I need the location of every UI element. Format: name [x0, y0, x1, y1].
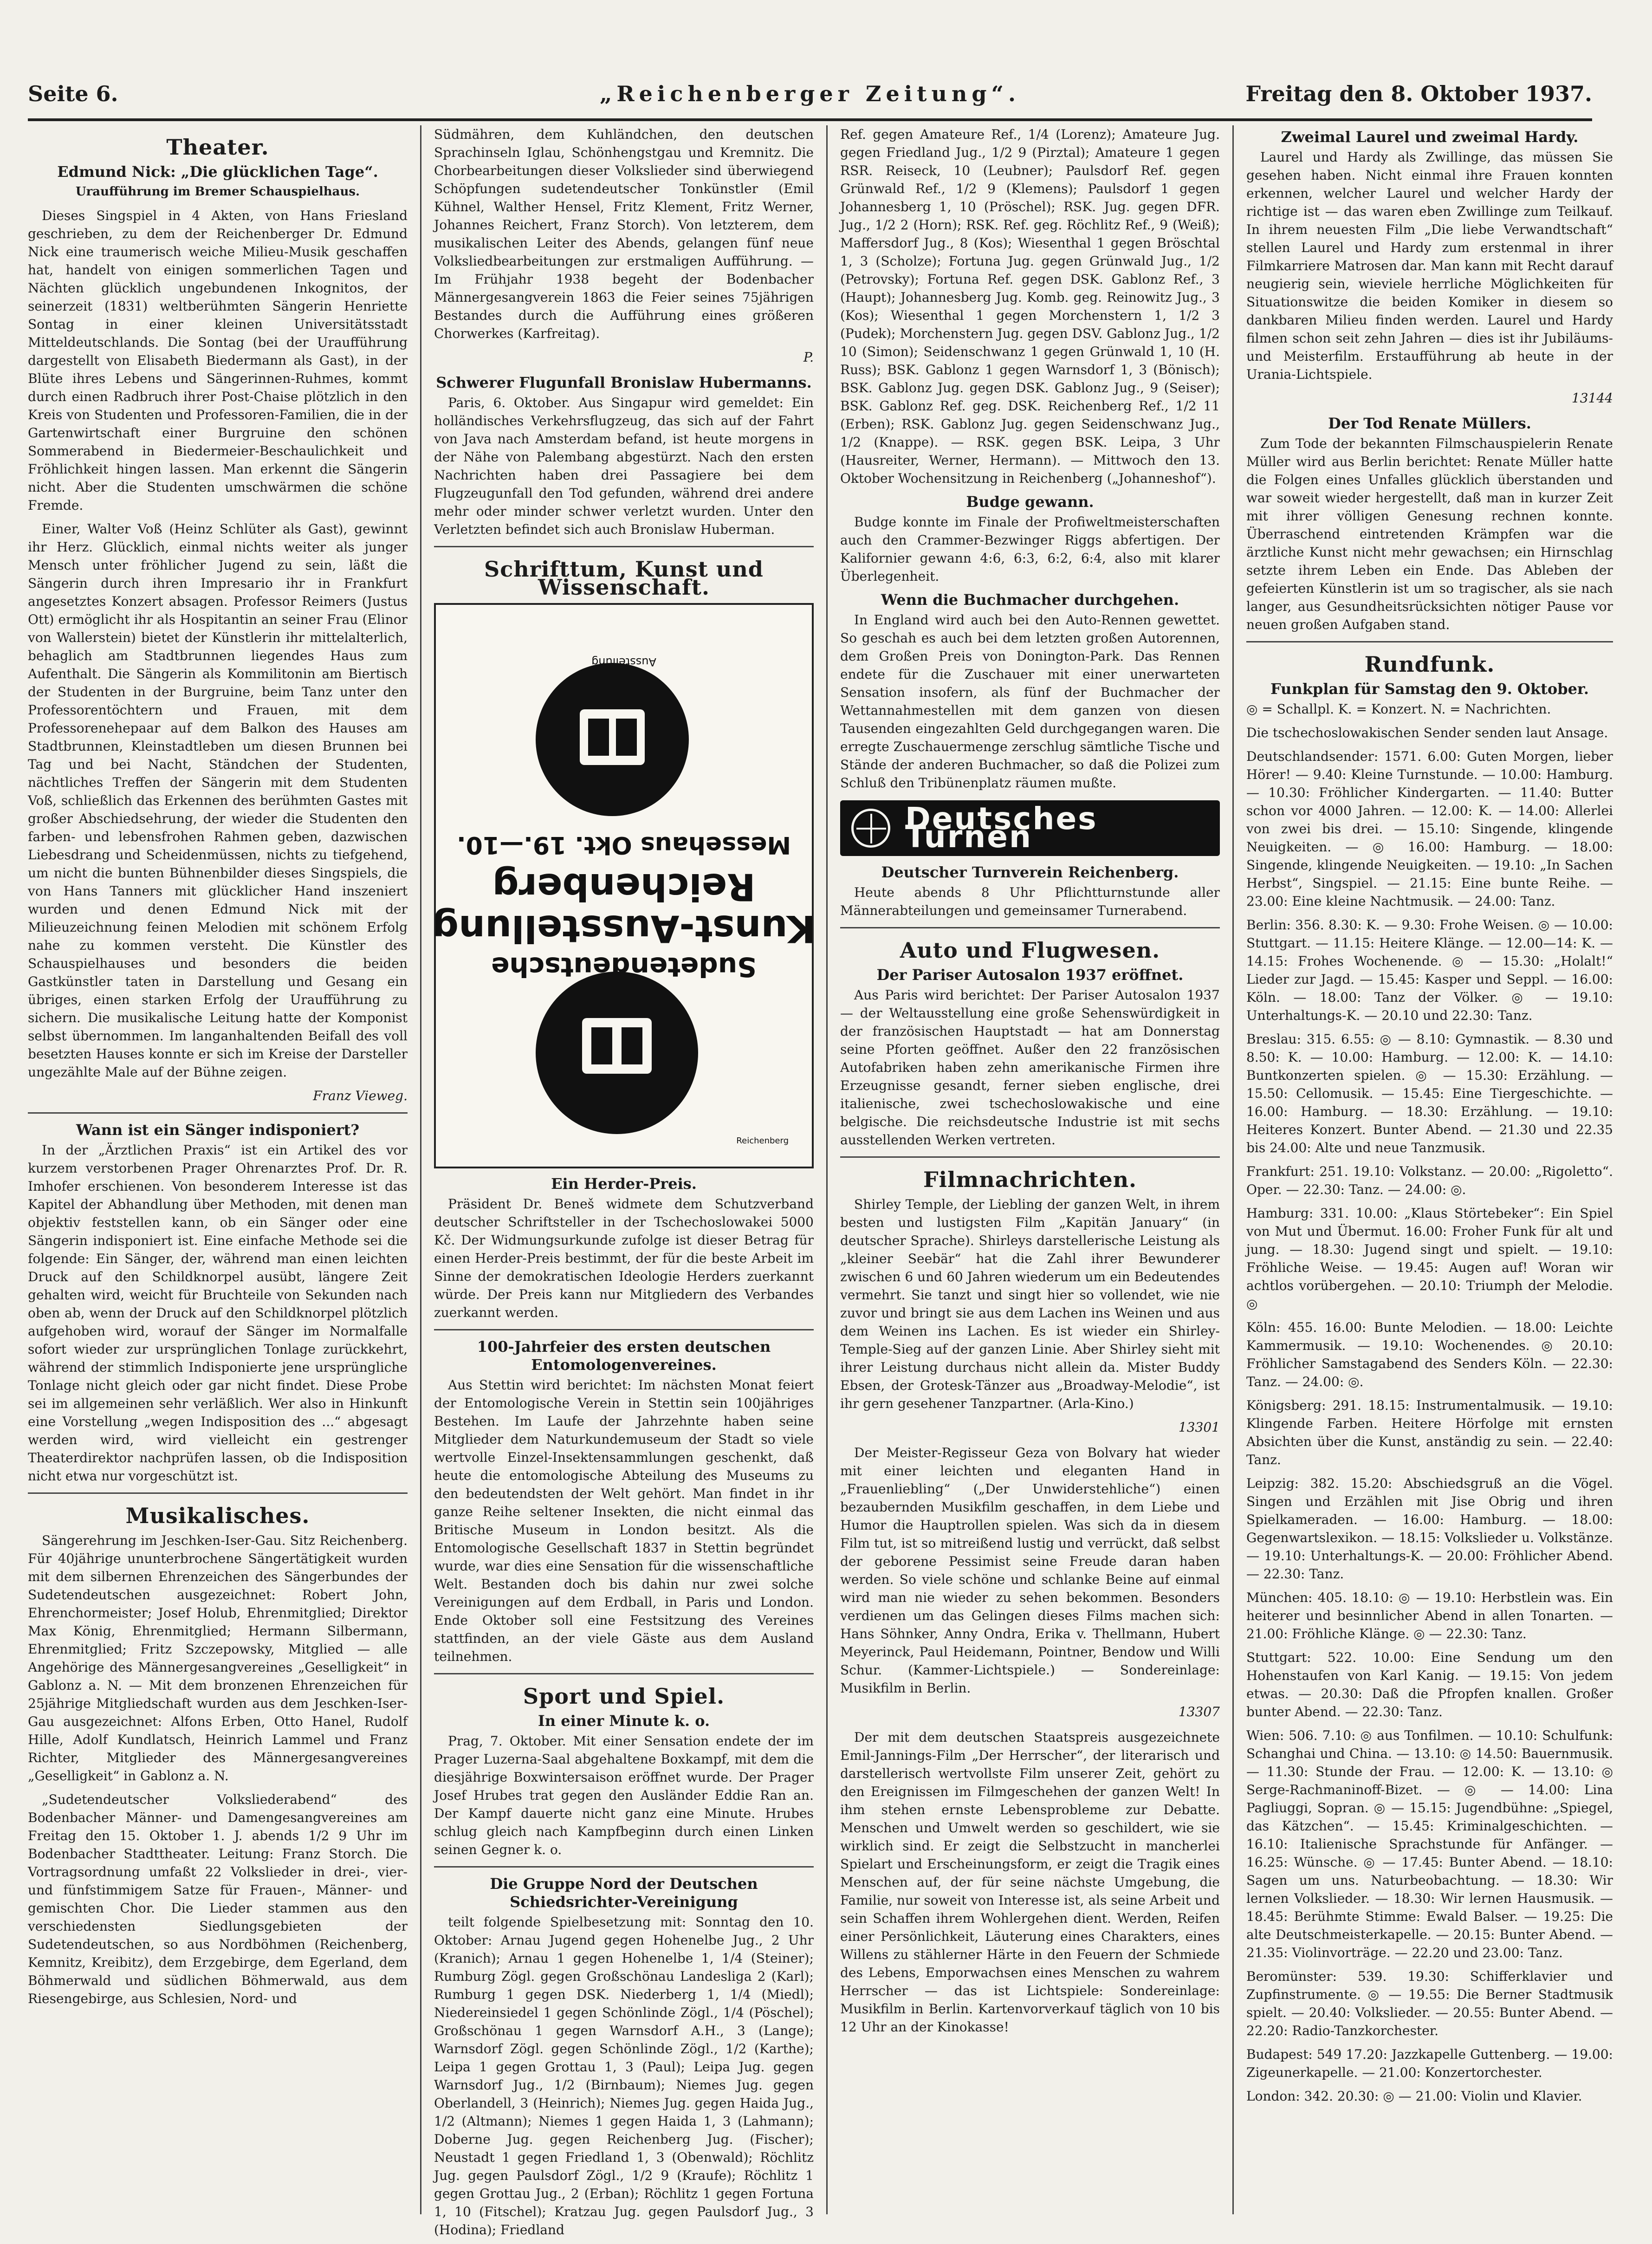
radio-legend: ◎ = Schallpl. K. = Konzert. N. = Nachrichten.: [1246, 701, 1551, 717]
article-headline: Budge gewann.: [966, 493, 1094, 511]
article-paragraph: In England wird auch bei den Auto-Rennen gewettet. So geschah es auch bei dem letzten großen Autorennen, dem Großen Preis von Donington-Park. Das Rennen endete für die Zuschauer mit einer unerwarteten Sensation insofern, als fünf der Buchmacher der Wettannahmestellen mit dem ganzen von diesen Tausenden eingezahlten Geld durchgegangen waren. Die erregte Zuschauermenge zerschlug sämtliche Tische und Stände der anderen Buchmacher, so daß die Polizei zum Schluß den Tribünenplatz räumen mußte.: [840, 612, 1220, 791]
article-headline: Der Pariser Autosalon 1937 eröffnet.: [876, 966, 1184, 984]
radio-station: Breslau: 315. 6.55: ◎ — 8.10: Gymnastik. — 8.30 und 8.50: K. — 10.00: Hamburg. — 12.00: K. — 14.10: Buntkonzerten spielen. ◎ — 15.30: Erzählung. — 15.50: Cellomusik. — 15.45: Eine Tiergeschichte. — 16.00: Hamburg. — 18.30: Erzählung. — 19.10: Heiteres Konzert. Bunter Abend. — 21.30 und 22.35 bis 24.00: Alte und neue Tanzmusik.: [1246, 1031, 1613, 1155]
ad-line-2: Kunst-Ausstellung: [432, 907, 816, 950]
divider: [840, 927, 1220, 928]
divider: [434, 1673, 814, 1674]
article-headline: Der Tod Renate Müllers.: [1328, 415, 1531, 432]
emblem-bottom: [536, 972, 698, 1134]
page-number: Seite 6.: [28, 81, 118, 106]
radio-station: Deutschlandsender: 1571. 6.00: Guten Morgen, lieber Hörer! — 9.40: Kleine Turnstunde. — 10.00: Hamburg. — 10.30: Fröhlicher Kindergarten. — 11.40: Butter schon vor 4000 Jahren. — 12.00: K. — 14.00: Allerlei von zwei bis drei. — 15.10: Singende, klingende Neuigkeiten. — ◎ 16.00: Hamburg. — 18.00: Singende, klingende Neuigkeiten. — 19.10: „In Sachen Herbst“, Singspiel. — 21.15: Eine bunte Reihe. — 23.00: Eine kleine Nachtmusik. — 24.00: Tanz.: [1246, 749, 1613, 909]
column-4: [1246, 125, 1613, 2214]
newspaper-title: „Reichenberger Zeitung“.: [599, 81, 1021, 106]
article-signature: P.: [803, 350, 814, 365]
radio-station: Hamburg: 331. 10.00: „Klaus Störtebeker“: Ein Spiel von Mut und Übermut. 16.00: Froher Funk für alt und jung. — 18.30: Jugend singt und spielt. — 19.10: Fröhliche Weise. — 19.45: Augen auf! Woran wir achtlos vorübergehen. — 20.10: Triumph der Melodie. ◎: [1246, 1206, 1613, 1311]
radio-station: Frankfurt: 251. 19.10: Volkstanz. — 20.00: „Rigoletto“. Oper. — 22.30: Tanz. — 24.00: ◎.: [1246, 1164, 1613, 1197]
ad-small-text: Ausstellung: [591, 655, 656, 668]
article-paragraph: Ref. gegen Amateure Ref., 1/4 (Lorenz); Amateure Jug. gegen Friedland Jug., 1/2 9 (Pirztal); Amateure 1 gegen RSR. Reiseck, 10 (Leubner); Paulsdorf Ref. gegen Grünwald Ref., 1/2 9 (Klemens); Paulsdorf 1 gegen Johannesberg 1, 10 (Pröschel); RSK. Jug. gegen DFR. Jug., 1/2 2 (Horn); RSK. Ref. geg. Röchlitz Ref., 9 (Weiß); Maffersdorf Jug., 8 (Kos); Wiesenthal 1 gegen Bröschtal 1, 3 (Scholze); Fortuna Jug. gegen Grünwald Jug., 1/2 (Petrovsky); Fortuna Ref. gegen DSK. Gablonz Ref., 3 (Haupt); Johannesberg Jug. Komb. geg. Reinowitz Jug., 3 (Kos); Wiesenthal 1 gegen Morchenstern 1, 1/2 3 (Pudek); Morchenstern Jug. gegen DSV. Gablonz Jug., 1/2 10 (Simon); Seidenschwanz 1 gegen Grünwald 1, 10 (H. Russ); BSK. Gablonz 1 gegen Warnsdorf 1, 3 (Bönisch); BSK. Gablonz Jug. gegen DSK. Gablonz Jug., 9 (Seiser); BSK. Gablonz Ref. geg. DSK. Reichenberg Ref., 1/2 11 (Erben); RSK. Gablonz Jug. gegen Seidenschwanz Jug., 1/2 (Knappe). — RSK. gegen BSK. Leipa, 3 Uhr (Hausreiter, Werner, Hermann). — Mittwoch den 13. Oktober Wochensitzung in Reichenberg („Johanneshof“).: [840, 127, 1220, 486]
column-1: [28, 125, 408, 2214]
article-paragraph: Laurel und Hardy als Zwillinge, das müssen Sie gesehen haben. Nicht einmal ihre Frauen konnten erkennen, welcher Laurel und welcher Hardy der richtige ist — das waren eben Zwillinge zum Teilkauf. In ihrem neuesten Film „Die liebe Verwandtschaft“ stellen Laurel und Hardy zum erstenmal in ihrer Filmkarriere Matrosen dar. Man kann mit Recht darauf neugierig sein, wieviele herrliche Möglichkeiten für Situationswitze die beiden Komiker in diesem so dankbaren Milieu finden werden. Laurel und Hardy filmen schon seit zehn Jahren — dies ist ihr Jubiläums- und Meisterfilm. Erstaufführung ab heute in der Urania-Lichtspiele.: [1246, 149, 1613, 382]
ad-mark: Reichenberg: [736, 1136, 789, 1146]
article-paragraph: Der mit dem deutschen Staatspreis ausgezeichnete Emil-Jannings-Film „Der Herrscher“, der literarisch und darstellerisch wertvollste Film unserer Zeit, gehört zu den Ereignissen im Filmgeschehen der ganzen Welt! In ihm stehen ernste Lebensprobleme zur Debatte. Menschen und Umwelt werden so geschildert, wie sie wirklich sind. Er zeigt die Selbstzucht in mancherlei Spielart und Erscheinungsform, er zeigt die Tragik eines Menschen auf, der für seine nächste Umgebung, die Familie, nur soweit von Interesse ist, als seine Arbeit und sein Schaffen ihrem Wohlergehen dient. Werden, Reifen einer Persönlichkeit, Läuterung eines Charakters, eines Willens zu stählerner Härte in den Feuern der Schmiede des Lebens, Emporwachsen eines Menschen zu wahrem Herrscher — das ist Lichtspiele: Sondereinlage: Musikfilm in Berlin. Kartenvorverkauf täglich von 10 bis 12 Uhr an der Kinokasse!: [840, 1730, 1220, 2035]
article-headline: Ein Herder-Preis.: [551, 1175, 697, 1193]
article-signature: Franz Vieweg.: [313, 1088, 408, 1103]
article-paragraph: Aus Stettin wird berichtet: Im nächsten Monat feiert der Entomologische Verein in Stettin sein 100jähriges Bestehen. Im Laufe der Jahrzehnte haben seine Mitglieder dem Naturkundemuseum der Stadt so viele wertvolle Einzel-Insektensammlungen geschenkt, daß heute die entomologische Abteilung des Museums zu den bedeutendsten der Welt gehört. Man findet in ihr ganze Reihe seltener Insekten, die nicht einmal das Britische Museum in London besitzt. Als die Entomologische Gesellschaft 1837 in Stettin begründet wurde, war dies eine Sensation für die wissenschaftliche Welt. Bestanden doch bis dahin nur zwei solche Vereinigungen auf dem Erdball, in Paris und London. Ende Oktober soll eine Festsitzung des Vereines stattfinden, an der viele Gäste aus dem Ausland teilnehmen.: [434, 1377, 814, 1664]
article-paragraph: teilt folgende Spielbesetzung mit: Sonntag den 10. Oktober: Arnau Jugend gegen Hohenelbe Jug., 2 Uhr (Kranich); Arnau 1 gegen Hohenelbe 1, 1/4 (Steiner); Rumburg Zögl. gegen Großschönau Landesliga 2 (Karl); Rumburg 1 gegen DSK. Niederberg 1, 1/4 (Miedl); Niedereinsiedel 1 gegen Schönlinde Zögl., 1/4 (Pöschel); Großschönau 1 gegen Warnsdorf A.H., 3 (Lange); Warnsdorf Zögl. gegen Schönlinde Zögl., 1/2 (Karthe); Leipa 1 gegen Grottau 1, 3 (Paul); Leipa Jug. gegen Warnsdorf Jug., 1/2 (Birnbaum); Niemes Jug. gegen Oberlandell, 3 (Heinrich); Niemes Jug. gegen Haida Jug., 1/2 (Altmann); Niemes 1 gegen Haida 1, 3 (Lahmann); Doberne Jug. gegen Reichenberg Jug. (Fischer); Neustadt 1 gegen Friedland 1, 3 (Obenwald); Röchlitz Jug. gegen Paulsdorf Zögl., 1/2 9 (Kraufe); Röchlitz 1 gegen Grottau Jug., 2 (Erban); Röchlitz 1 gegen Fortuna 1, 10 (Fitschel); Kratzau Jug. gegen Paulsdorf Jug., 3 (Hodina); Friedland: [434, 1914, 814, 2238]
article-subheadline: Uraufführung im Bremer Schauspielhaus.: [75, 185, 360, 199]
radio-station: Beromünster: 539. 19.30: Schifferklavier und Zupfinstrumente. ◎ — 19.55: Die Berner Stadtmusik spielt. — 20.40: Volkslieder. — 20.55: Bunter Abend. — 22.20: Radio-Tanzkorchester.: [1246, 1969, 1613, 2038]
section-title-sport: Sport und Spiel.: [523, 1684, 725, 1709]
exhibition-advertisement: [434, 603, 814, 1168]
divider: [840, 1156, 1220, 1158]
article-paragraph: Einer, Walter Voß (Heinz Schlüter als Gast), gewinnt ihr Herz. Glücklich, einmal nichts weiter als junger Mensch unter fröhlicher Jugend zu sein, läßt die Sängerin durch ihren Impresario ihr in Frankfurt angesetztes Konzert absagen. Professor Reimers (Justus Ott) ermöglicht ihr als Hospitantin an seiner Frau (Elinor von Wallerstein) bietet der Künstlerin ihr mittelalterlich, behaglich am Stadtbrunnen liegendes Haus zum Aufenthalt. Die Sängerin als Kommilitonin am Biertisch der Studenten in der Burgruine, beim Tanz unter den Professorentöchtern und Frauen, mit dem Professorenehepaar auf dem Balkon des Hauses am Stadtbrunnen, Kleinstadtleben um diesen Brunnen bei Tag und bei Nacht, Ständchen der Studenten, nächtliches Treffen der Sängerin mit dem Studenten Voß, schließlich das Erkennen des berühmten Gastes mit großer Abschiedsehrung, der wieder die Studenten den farben- und lebensfrohen Rahmen geben, dazwischen Liebesdrang und Scheidenmüssen, nichts zu tiefgehend, um nicht die bunten Bühnenbilder dieses Singspiels, die von Hans Tanners mit glücklicher Hand inszeniert wurden und denen Edmund Nick mit der Milieuzeichnung feinen Melodien mit schönem Erfolg nahe zu kommen versteht. Die Künstler des Schauspielhauses und besonders die beiden Gastkünstler taten in Darstellung und Gesang ein übriges, einen starken Erfolg der Uraufführung zu sichern. Die musikalische Leitung hatte der Komponist selbst übernommen. Im langanhaltenden Beifall des voll besetzten Hauses konnte er sich im Kreise der Darsteller ungezählte Male auf der Bühne zeigen.: [28, 521, 408, 1080]
divider: [28, 1492, 408, 1494]
divider: [28, 1112, 408, 1114]
article-headline: Edmund Nick: „Die glücklichen Tage“.: [57, 163, 378, 181]
radio-station: London: 342. 20.30: ◎ — 21.00: Violin und Klavier.: [1246, 2088, 1582, 2104]
article-paragraph: In der „Ärztlichen Praxis“ ist ein Artikel des vor kurzem verstorbenen Prager Ohrenarztes Prof. Dr. R. Imhofer erschienen. Von besonderem Interesse ist das Kapitel der Abhandlung über Methoden, mit denen man objektiv feststellen kann, ob ein Sänger oder eine Sängerin indisponiert ist. Eine einfache Methode sei die folgende: Ein Sänger, der, während man einen leichten Druck auf den Schildknorpel ausübt, längere Zeit gehalten wird, weicht für Bruchteile von Sekunden nach oben ab, wenn der Druck auf den Schildknorpel plötzlich aufgehoben wird, worauf der Sänger im Normalfalle sofort wieder zur ursprünglichen Tonlage zurückkehrt, während der stimmlich Indisponierte jene ursprüngliche Tonlage nicht gleich oder gar nicht findet. Diese Probe sei im allgemeinen sehr verläßlich. Wer also in Hinkunft eine Vorstellung „wegen Indisposition des ...“ abgesagt werden wird, wird vielleicht ein gestrenger Theaterdirektor nachprüfen lassen, ob die Indisposition nicht etwa nur vorgeschützt ist.: [28, 1142, 408, 1484]
column-rule: [420, 125, 421, 2214]
article-headline: Wann ist ein Sänger indisponiert?: [76, 1121, 360, 1139]
radio-schedule-heading: Funkplan für Samstag den 9. Oktober.: [1270, 680, 1589, 698]
exhibition-poster-graphic: [432, 605, 816, 1163]
article-headline: Zweimal Laurel und zweimal Hardy.: [1281, 128, 1579, 146]
radio-station: München: 405. 18.10: ◎ — 19.10: Herbstlein was. Ein heiterer und besinnlicher Abend in allen Tonarten. — 21.00: Fröhliche Klänge. ◎ — 22.30: Tanz.: [1246, 1590, 1613, 1641]
divider: [434, 546, 814, 547]
article-paragraph: Zum Tode der bekannten Filmschauspielerin Renate Müller wird aus Berlin berichtet: Renate Müller hatte die Folgen eines Unfalles glücklich überstanden und war soweit wieder hergestellt, daß man in kurzer Zeit mit ihrer völligen Genesung rechnen konnte. Überraschend eintretenden Krämpfen war die ärztliche Kunst nicht mehr gewachsen; ein Hirnschlag setzte ihrem Leben ein Ende. Das Ableben der gefeierten Künstlerin ist um so tragischer, als sie nach langer, aus Gesundheitsrücksichten nötiger Pause vor neuen großen Aufgaben stand.: [1246, 436, 1613, 632]
ad-line-1: Sudetendeutsche: [491, 951, 757, 983]
section-title-auto: Auto und Flugwesen.: [900, 938, 1160, 963]
article-paragraph: Heute abends 8 Uhr Pflichtturnstunde aller Männerabteilungen und gemeinsamer Turnerabend.: [840, 885, 1220, 918]
column-rule: [826, 125, 828, 2214]
page-header: [28, 77, 1592, 121]
radio-station: Stuttgart: 522. 10.00: Eine Sendung um den Hohenstaufen von Karl Kanig. — 19.15: Von jedem etwas. — 20.30: Daß die Pfropfen knallen. Großer bunter Abend. — 22.30: Tanz.: [1246, 1650, 1613, 1719]
article-headline: In einer Minute k. o.: [538, 1712, 710, 1730]
issue-date: Freitag den 8. Oktober 1937.: [1245, 81, 1592, 106]
section-title-musik: Musikalisches.: [125, 1503, 310, 1528]
article-paragraph: Der Meister-Regisseur Geza von Bolvary hat wieder mit einer leichten und eleganten Hand in „Frauenliebling“ („Der Unwiderstehliche“) einen bezaubernden Musikfilm geschaffen, in dem Liebe und Humor die Hauptrollen spielen. Was sich da in diesem Film tut, ist so mitreißend lustig und verrückt, daß selbst der geborene Pessimist seine Freude daran haben werden. So viele schöne und schlanke Beine auf einmal wird man nie wieder zu sehen bekommen. Besonders verdienen um das Gelingen dieses Films machen sich: Hans Söhnker, Anny Ondra, Erika v. Thellmann, Hubert Meyerinck, Paul Heidemann, Pointner, Bendow und Willi Schur. (Kammer-Lichtspiele.) — Sondereinlage: Musikfilm in Berlin.: [840, 1445, 1220, 1696]
article-paragraph: Sängerehrung im Jeschken-Iser-Gau. Sitz Reichenberg. Für 40jährige ununterbrochene Sängertätigkeit wurden mit dem silbernen Ehrenzeichen des Sängerbundes der Sudetendeutschen ausgezeichnet: Robert John, Ehrenchormeister; Josef Holub, Ehrenmitglied; Direktor Max König, Ehrenmitglied; Hermann Silbermann, Ehrenmitglied; Fritz Szczepowsky, Mitglied — alle Angehörige des Männergesangvereines „Geselligkeit“ in Gablonz a. N. — Mit dem bronzenen Ehrenzeichen für 25jährige Mitgliedschaft wurden aus dem Jeschken-Iser-Gau ausgezeichnet: Alfons Erben, Otto Hanel, Rudolf Hille, Adolf Kundlatsch, Heinrich Lammel und Franz Richter, Mitglieder des Männergesangvereines „Geselligkeit“ in Gablonz a. N.: [28, 1533, 408, 1784]
radio-station: Budapest: 549 17.20: Jazzkapelle Guttenberg. — 19.00: Zigeunerkapelle. — 21.00: Konzertorchester.: [1246, 2047, 1613, 2080]
column-3: [840, 125, 1220, 2214]
article-headline: Die Gruppe Nord der Deutschen Schiedsrichter-Vereinigung: [490, 1875, 758, 1911]
deutsches-turnen-banner: [840, 800, 1220, 856]
article-headline: Schwerer Flugunfall Bronislaw Hubermanns.: [436, 374, 812, 391]
column-rule: [1232, 125, 1234, 2214]
turner-cross-icon: [851, 809, 890, 848]
ad-number: 13144: [1571, 390, 1613, 406]
radio-station: Leipzig: 382. 15.20: Abschiedsgruß an die Vögel. Singen und Erzählen mit Jise Obrig und ihren Spielkameraden. — 16.00: Hamburg. — 18.00: Gegenwartslexikon. — 18.15: Volkslieder u. Volkstänze. — 19.10: Unterhaltungs-K. — 20.00: Fröhlicher Abend. — 22.30: Tanz.: [1246, 1476, 1613, 1582]
radio-station: Wien: 506. 7.10: ◎ aus Tonfilmen. — 10.10: Schulfunk: Schanghai und China. — 13.10: ◎ 14.50: Bauernmusik. — 11.30: Stunde der Frau. — 12.00: K. — 13.10: ◎ Serge-Rachmaninoff-Bizet. — ◎ — 14.00: Lina Pagliuggi, Sopran. ◎ — 15.15: Jugendbühne: „Spiegel, das Kätzchen“. — 15.45: Kriminalgeschichten. — 16.10: Italienische Sprachstunde für Anfänger. — 16.25: Wünsche. ◎ — 17.45: Bunter Abend. — 18.10: Sagen um uns. Naturbeobachtung. — 18.30: Wir lernen Volkslieder. — 18.30: Wir lernen Hausmusik. — 18.45: Berühmte Stimme: Ewald Balser. — 19.25: Die alte Deutschmeisterkapelle. — 20.15: Bunter Abend. — 21.35: Violinvorträge. — 22.20 und 23.00: Tanz.: [1246, 1728, 1613, 1960]
ad-line-4: Messehaus Okt. 19.—10.: [456, 831, 791, 859]
emblem-top: [536, 663, 689, 816]
article-paragraph: Paris, 6. Oktober. Aus Singapur wird gemeldet: Ein holländisches Verkehrsflugzeug, das sich auf der Fahrt von Java nach Amsterdam befand, ist heute morgens in der Nähe von Palembang abgestürzt. Nach den ersten Nachrichten haben drei Passagiere bei dem Flugzeugunfall den Tod gefunden, während drei andere mehr oder minder schwer verletzt wurden. Unter den Verletzten befindet sich auch Bronislaw Huberman.: [434, 395, 814, 537]
article-paragraph: Präsident Dr. Beneš widmete dem Schutzverband deutscher Schriftsteller in der Tschechoslowakei 5000 Kč. Der Widmungsurkunde zufolge ist dieser Betrag für einen Herder-Preis bestimmt, der für die beste Arbeit im Sinne der demokratischen Ideologie Herders zuerkannt würde. Der Preis kann nur Mitgliedern des Verbandes zuerkannt werden.: [434, 1196, 814, 1320]
divider: [1246, 641, 1613, 642]
article-headline: Deutscher Turnverein Reichenberg.: [881, 863, 1179, 881]
ad-line-3: Reichenberg: [492, 865, 756, 908]
article-headline: Wenn die Buchmacher durchgehen.: [881, 591, 1179, 609]
article-paragraph: Dieses Singspiel in 4 Akten, von Hans Friesland geschrieben, zu dem der Reichenberger Dr. Edmund Nick eine traumerisch weiche Milieu-Musik geschaffen hat, handelt von einigen sommerlichen Tagen und Nächten glücklich ungebundenen Inkognitos, der seinerzeit (1831) weltberühmten Sängerin Henriette Sontag in einer kleinen Universitätsstadt Mitteldeutschlands. Die Sontag (bei der Uraufführung dargestellt von Elisabeth Biedermann als Gast), in der Blüte ihres Lebens und Sängerinnen-Ruhmes, kommt durch einen Radbruch ihrer Post-Chaise plötzlich in den Kreis von Studenten und Professoren-Familien, die in der Gartenwirtschaft einer Burgruine den schönen Sommerabend in Biedermeier-Beschaulichkeit und Fröhlichkeit hingen lassen. Man erkennt die Sängerin nicht. Aber die Studenten umschwärmen die schöne Fremde.: [28, 208, 408, 513]
radio-station: Berlin: 356. 8.30: K. — 9.30: Frohe Weisen. ◎ — 10.00: Stuttgart. — 11.15: Heitere Klänge. — 12.00—14: K. — 14.15: Frohes Wochenende. ◎ — 15.30: „Holalt!“ Lieder zur Jagd. — 15.45: Kasper und Seppl. — 16.00: Köln. — 18.00: Tanz der Völker. ◎ — 19.10: Unterhaltungs-K. — 20.10 und 22.30: Tanz.: [1246, 917, 1613, 1023]
column-2: [432, 125, 816, 2238]
section-title-theater: Theater.: [166, 135, 269, 160]
ad-number: 13301: [1178, 1420, 1220, 1435]
section-title-schrifttum: Schrifttum, Kunst und Wissenschaft.: [484, 557, 764, 600]
article-paragraph: Budge konnte im Finale der Profiweltmeisterschaften auch den Crammer-Bezwinger Riggs abfertigen. Der Kalifornier gewann 4:6, 6:3, 6:2, 6:4, also mit klarer Überlegenheit.: [840, 514, 1220, 584]
divider: [434, 1329, 814, 1330]
article-paragraph: „Sudetendeutscher Volksliederabend“ des Bodenbacher Männer- und Damengesangvereines am Freitag den 15. Oktober 1. J. abends 1/2 9 Uhr im Bodenbacher Stadttheater. Leitung: Franz Storch. Die Vortragsordnung umfaßt 22 Volkslieder in drei-, vier- und fünfstimmigem Satze für Frauen-, Männer- und gemischten Chor. Die Lieder stammen aus den verschiedensten Siedlungsgebieten der Sudetendeutschen, so aus Nordböhmen (Reichenberg, Kemnitz, Kreibitz), dem Erzgebirge, dem Egerland, dem Böhmerwald und südlichen Böhmerwald, aus dem Riesengebirge, aus Schlesien, Nord- und: [28, 1792, 408, 2006]
article-paragraph: Shirley Temple, der Liebling der ganzen Welt, in ihrem besten und lustigsten Film „Kapitän January“ (in deutscher Sprache). Shirleys darstellerische Leistung als „kleiner Seebär“ hat die Zahl ihrer Bewunderer zwischen 6 und 60 Jahren wiederum um ein Bedeutendes vermehrt. Sie tanzt und singt hier so vollendet, wie nie zuvor und bringt sie aus dem Lachen ins Weinen und aus dem Weinen ins Lachen. Es ist wieder ein Shirley-Temple-Sieg auf der ganzen Linie. Aber Shirley sieht mit ihrer Leistung durchaus nicht allein da. Mister Buddy Ebsen, der Grotesk-Tänzer aus „Broadway-Melodie“, ist ihr gern gesehener Tanzpartner. (Arla-Kino.): [840, 1197, 1220, 1411]
article-paragraph: Südmähren, dem Kuhländchen, den deutschen Sprachinseln Iglau, Schönhengstgau und Kremnitz. Die Chorbearbeitungen dieser Volkslieder sind überwiegend Schöpfungen sudetendeutscher Tonkünstler (Emil Kühnel, Walther Hensel, Fritz Klement, Fritz Werner, Johannes Reichert, Franz Storch). Von letzterem, dem musikalischen Leiter des Abends, gelangen fünf neue Volksliedbearbeitungen zur erstmaligen Aufführung. — Im Frühjahr 1938 begeht der Bodenbacher Männergesangverein 1863 die Feier seines 75jährigen Bestandes durch die Aufführung eines größeren Chorwerkes (Karfreitag).: [434, 127, 814, 341]
section-title-rundfunk: Rundfunk.: [1364, 652, 1495, 677]
banner-text: Deutsches Turnen: [905, 801, 1098, 855]
radio-station: Köln: 455. 16.00: Bunte Melodien. — 18.00: Leichte Kammermusik. — 19.10: Wochenendes. ◎ 20.10: Fröhlicher Samstagabend des Senders Köln. — 22.30: Tanz. — 24.00: ◎.: [1246, 1320, 1613, 1389]
radio-station: Königsberg: 291. 18.15: Instrumentalmusik. — 19.10: Klingende Farben. Heitere Hörfolge mit ernsten Absichten über die Kunst, anständig zu sein. — 22.40: Tanz.: [1246, 1398, 1613, 1467]
article-paragraph: Prag, 7. Oktober. Mit einer Sensation endete der im Prager Luzerna-Saal abgehaltene Boxkampf, mit dem die diesjährige Boxwintersaison eröffnet wurde. Der Prager Josef Hrubes trat gegen den Ausländer Eddie Ran an. Der Kampf dauerte nicht ganz eine Minute. Hrubes schlug gleich nach Kampfbeginn durch einen Linken seinen Gegner k. o.: [434, 1733, 814, 1857]
article-headline: 100-Jahrfeier des ersten deutschen Entomologenvereines.: [477, 1338, 771, 1374]
article-paragraph: Aus Paris wird berichtet: Der Pariser Autosalon 1937 — der Weltausstellung eine große Sehenswürdigkeit in der französischen Hauptstadt — hat am Donnerstag seine Pforten geöffnet. Außer den 22 französischen Autofabriken haben zehn amerikanische Firmen ihre Erzeugnisse gesandt, ferner sieben englische, drei italienische, zwei tschechoslowakische und eine belgische. Die reichsdeutsche Industrie ist mit sechs ausstellenden Werken vertreten.: [840, 987, 1220, 1148]
radio-intro: Die tschechoslowakischen Sender senden laut Ansage.: [1246, 725, 1608, 740]
divider: [434, 1866, 814, 1868]
ad-number: 13307: [1178, 1704, 1220, 1719]
section-title-film: Filmnachrichten.: [923, 1167, 1137, 1192]
